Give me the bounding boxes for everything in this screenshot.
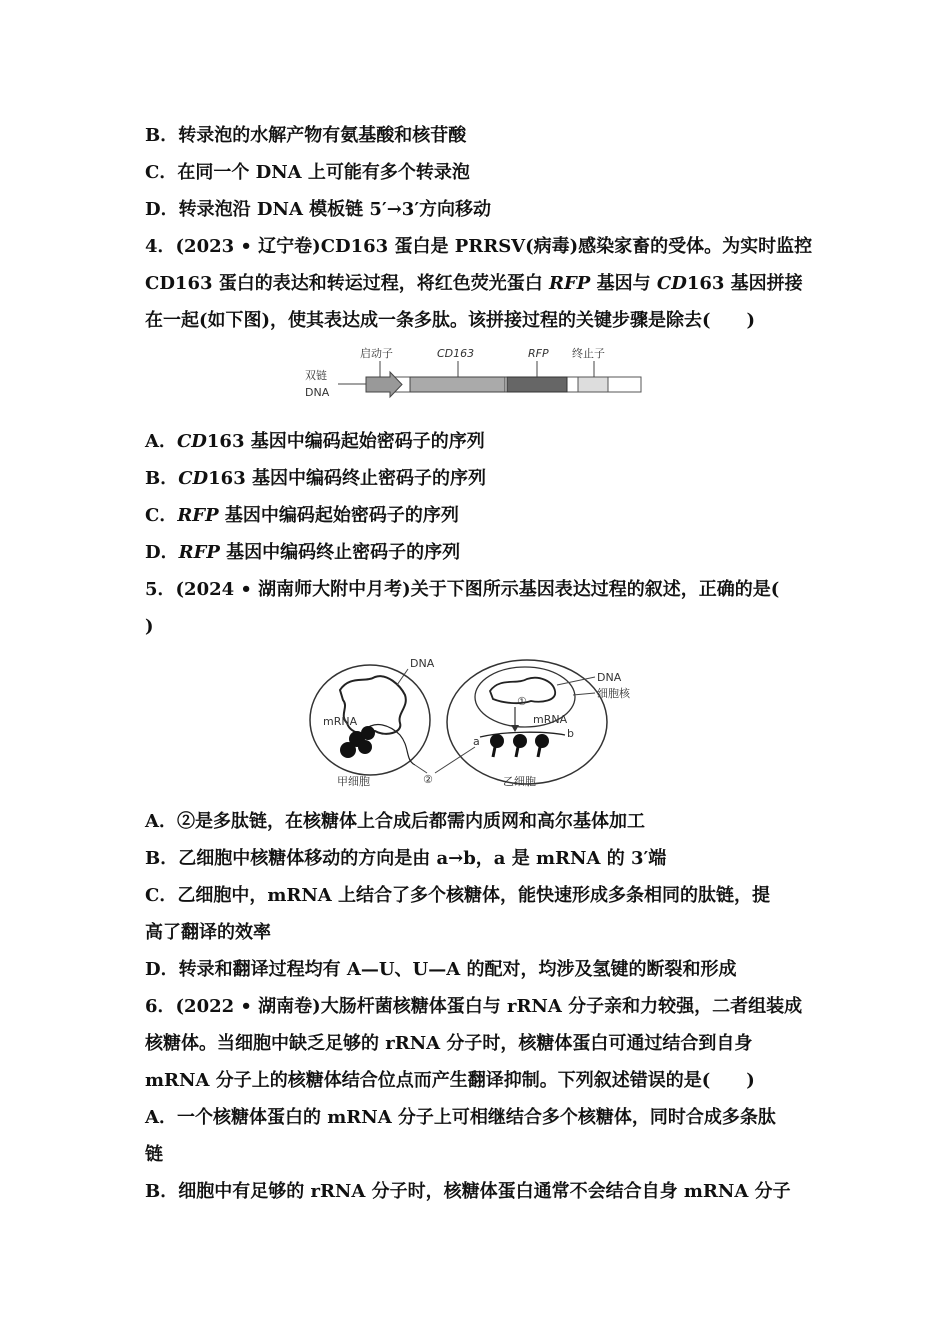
fig1-cd163-segment xyxy=(410,377,505,392)
q3-option-b: B．转录泡的水解产物有氨基酸和核苷酸 xyxy=(145,125,467,146)
fig2-label-cell-yi: 乙细胞 xyxy=(503,775,536,788)
fig1-label-promoter: 启动子 xyxy=(360,347,393,360)
fig2-label-cell-jia: 甲细胞 xyxy=(337,775,370,788)
q6-option-a-line1: A．一个核糖体蛋白的 mRNA 分子上可相继结合多个核糖体，同时合成多条肽 xyxy=(145,1107,776,1128)
q4-stem-line3: 在一起(如下图)，使其表达成一条多肽。该拼接过程的关键步骤是除去( ) xyxy=(145,310,756,331)
q6-stem-line3: mRNA 分子上的核糖体结合位点而产生翻译抑制。下列叙述错误的是( ) xyxy=(145,1070,755,1091)
q4-stem-line1: 4．(2023 • 辽宁卷)CD163 蛋白是 PRRSV(病毒)感染家畜的受体。为实时监控 xyxy=(145,236,813,257)
cell-yi-ribosome-1 xyxy=(490,734,504,748)
fig1-label-terminator: 终止子 xyxy=(572,347,605,360)
fig2-label-dna-right: DNA xyxy=(597,671,622,684)
q6-option-b: B．细胞中有足够的 rRNA 分子时，核糖体蛋白通常不会结合自身 mRNA 分子 xyxy=(145,1181,791,1202)
cell-yi-ribosome-3 xyxy=(535,734,549,748)
q3-option-d: D．转录泡沿 DNA 模板链 5′→3′方向移动 xyxy=(145,199,492,220)
q4-stem-line2: CD163 蛋白的表达和转运过程，将红色荧光蛋白 RFP 基因与 CD163 基因拼接 xyxy=(145,273,803,294)
fig2-label-mrna-left: mRNA xyxy=(323,715,358,728)
fig2-label-dna-left: DNA xyxy=(410,657,435,670)
fig2-label-mrna-right: mRNA xyxy=(533,713,568,726)
fig1-terminator-segment xyxy=(578,377,608,392)
q6-stem-line1: 6．(2022 • 湖南卷)大肠杆菌核糖体蛋白与 rRNA 分子亲和力较强，二者组装成 xyxy=(145,996,803,1017)
q4-option-a: A．CD163 基因中编码起始密码子的序列 xyxy=(145,431,485,452)
fig2-label-a: a xyxy=(473,735,480,748)
cell-jia-ribosome-3 xyxy=(340,742,356,758)
q4-option-c: C．RFP 基因中编码起始密码子的序列 xyxy=(145,505,459,526)
q5-cells-figure xyxy=(305,655,645,795)
fig2-label-b: b xyxy=(567,727,574,740)
fig2-label-circle1: ① xyxy=(517,695,527,708)
q5-option-a: A．②是多肽链，在核糖体上合成后都需内质网和高尔基体加工 xyxy=(145,811,645,832)
q6-option-a-line2: 链 xyxy=(145,1144,163,1165)
q5-option-b: B．乙细胞中核糖体移动的方向是由 a→b，a 是 mRNA 的 3′端 xyxy=(145,848,667,869)
q5-stem-line1: 5．(2024 • 湖南师大附中月考)关于下图所示基因表达过程的叙述，正确的是( xyxy=(145,579,780,600)
fig1-rfp-segment xyxy=(507,377,567,392)
fig1-label-double-strand: 双链 xyxy=(305,369,327,382)
q4-option-b: B．CD163 基因中编码终止密码子的序列 xyxy=(145,468,486,489)
fig1-label-dna: DNA xyxy=(305,386,330,399)
q5-option-c-line1: C．乙细胞中，mRNA 上结合了多个核糖体，能快速形成多条相同的肽链，提 xyxy=(145,885,771,906)
q5-option-c-line2: 高了翻译的效率 xyxy=(145,922,271,943)
cell-jia-ribosome-2 xyxy=(361,726,375,740)
fig1-promoter-arrow xyxy=(366,372,402,397)
cell-yi-ribosome-2 xyxy=(513,734,527,748)
q4-option-d: D．RFP 基因中编码终止密码子的序列 xyxy=(145,542,461,563)
q3-option-c: C．在同一个 DNA 上可能有多个转录泡 xyxy=(145,162,470,183)
q5-option-d: D．转录和翻译过程均有 A—U、U—A 的配对，均涉及氢键的断裂和形成 xyxy=(145,959,737,980)
fig2-label-circle2: ② xyxy=(423,773,433,786)
fig1-label-rfp: RFP xyxy=(528,347,549,360)
q4-dna-figure xyxy=(300,340,650,402)
q5-stem-line2: ) xyxy=(145,616,154,637)
fig2-label-nucleus: 细胞核 xyxy=(597,687,630,700)
fig1-label-cd163: CD163 xyxy=(437,347,475,360)
q6-stem-line2: 核糖体。当细胞中缺乏足够的 rRNA 分子时，核糖体蛋白可通过结合到自身 xyxy=(145,1033,753,1054)
cell-jia-ribosome-4 xyxy=(358,740,372,754)
